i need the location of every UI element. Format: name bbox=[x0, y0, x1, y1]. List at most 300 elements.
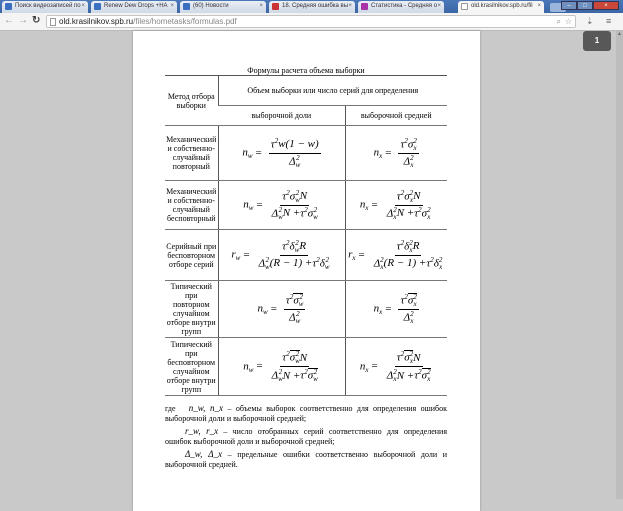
tab-favicon-icon bbox=[183, 3, 190, 10]
minimize-button[interactable]: – bbox=[561, 1, 577, 10]
math-base: τ bbox=[396, 351, 401, 364]
math-symbol bbox=[374, 302, 383, 316]
math-symbol bbox=[422, 368, 431, 383]
window-controls bbox=[561, 1, 619, 10]
math-sup: 2 bbox=[278, 205, 283, 214]
math-symbol bbox=[231, 248, 240, 262]
share-formula bbox=[242, 138, 320, 169]
math-symbol bbox=[414, 369, 421, 383]
math-scripts bbox=[365, 360, 368, 374]
math-sup: 2 bbox=[313, 205, 318, 214]
math-scripts bbox=[413, 294, 417, 308]
note-line bbox=[165, 403, 447, 424]
math-sup: 2 bbox=[438, 255, 443, 264]
numerator bbox=[395, 190, 423, 206]
menu-icon[interactable]: ≡ bbox=[606, 16, 612, 26]
equals-sign: = bbox=[255, 146, 262, 159]
note-line bbox=[165, 426, 447, 447]
math-base: n bbox=[373, 302, 380, 315]
share-formula-cell bbox=[218, 338, 345, 396]
math-sup: 2 bbox=[418, 368, 422, 376]
math-scripts bbox=[249, 198, 254, 212]
share-formula-cell bbox=[218, 230, 345, 281]
math-base: Δ bbox=[403, 311, 411, 324]
math-sub: x bbox=[393, 375, 397, 383]
math-sup: 2 bbox=[404, 293, 408, 301]
math-base: σ bbox=[407, 294, 414, 307]
tab-favicon-icon bbox=[5, 3, 12, 10]
share-formula bbox=[243, 350, 320, 383]
math-symbol bbox=[404, 350, 413, 365]
close-tab-icon[interactable]: × bbox=[81, 3, 85, 9]
method-cell: Типический при бесповторном случайном отборе внутри групп bbox=[165, 338, 218, 396]
math-base: n bbox=[243, 198, 249, 211]
tab-video-search[interactable]: Поиск видеозаписей по × bbox=[2, 1, 88, 13]
math-scripts bbox=[296, 311, 301, 325]
math-scripts bbox=[410, 155, 414, 169]
share-formula-cell bbox=[218, 181, 345, 230]
math-symbol bbox=[300, 369, 307, 383]
denominator bbox=[257, 256, 332, 271]
math-symbol bbox=[387, 207, 397, 221]
method-cell: Механический и собственно-случайный повторный bbox=[165, 126, 218, 181]
maximize-button[interactable]: □ bbox=[577, 1, 593, 10]
reload-icon[interactable]: ↻ bbox=[32, 15, 41, 26]
math-symbol bbox=[282, 240, 289, 254]
tab-news[interactable]: (60) Новости × bbox=[180, 1, 266, 13]
math-sup: 2 bbox=[278, 368, 283, 376]
math-symbol bbox=[308, 207, 318, 221]
math-scripts bbox=[313, 369, 318, 383]
numerator bbox=[269, 138, 321, 154]
math-sub: x bbox=[410, 317, 414, 325]
math-sup: 2 bbox=[404, 136, 408, 145]
fraction bbox=[398, 138, 418, 169]
denominator bbox=[385, 206, 433, 221]
table-row bbox=[165, 230, 447, 281]
math-sup: 2 bbox=[296, 153, 300, 162]
mean-formula bbox=[348, 240, 444, 271]
scroll-up-icon[interactable]: ▲ bbox=[617, 31, 622, 37]
math-sup: 2 bbox=[325, 255, 329, 264]
notes bbox=[165, 403, 447, 472]
note-line bbox=[165, 449, 447, 470]
math-sub: x bbox=[379, 152, 383, 160]
browser-toolbar bbox=[0, 13, 623, 31]
math-base: δ bbox=[319, 257, 325, 270]
math-scripts bbox=[299, 294, 304, 308]
equals-sign: = bbox=[371, 360, 378, 372]
math-symbol bbox=[422, 207, 431, 221]
math-base: r bbox=[348, 248, 353, 261]
math-base: τ bbox=[300, 369, 305, 382]
header-group: Объем выборки или число серий для определения bbox=[218, 76, 447, 106]
math-scripts bbox=[352, 248, 355, 262]
math-scripts bbox=[313, 207, 318, 221]
denominator bbox=[385, 367, 433, 383]
math-symbol bbox=[259, 257, 270, 271]
math-base: τ bbox=[312, 257, 317, 270]
math-sub: w bbox=[313, 375, 318, 383]
math-sub: w bbox=[313, 212, 318, 221]
math-sup: 2 bbox=[299, 293, 303, 301]
math-base: δ bbox=[433, 257, 439, 270]
mean-formula bbox=[374, 138, 419, 169]
math-base: σ bbox=[421, 207, 428, 220]
math-scripts bbox=[296, 155, 301, 169]
math-base: Δ bbox=[386, 207, 394, 220]
math-text: N + bbox=[282, 369, 301, 382]
math-sup: 2 bbox=[295, 188, 300, 197]
math-sup: 2 bbox=[304, 368, 308, 376]
math-symbol bbox=[426, 257, 433, 271]
math-base: Δ bbox=[289, 311, 296, 324]
fraction bbox=[270, 190, 320, 221]
math-sup: 2 bbox=[413, 293, 417, 301]
math-sup: 2 bbox=[295, 238, 299, 247]
math-symbol bbox=[348, 248, 355, 262]
math-scripts bbox=[236, 248, 241, 262]
math-base: τ bbox=[400, 138, 405, 151]
close-tab-icon[interactable]: × bbox=[348, 3, 352, 9]
pdf-page bbox=[133, 31, 480, 511]
math-symbol bbox=[397, 351, 404, 365]
math-base: Δ bbox=[258, 257, 266, 270]
math-text: R bbox=[299, 240, 307, 253]
math-base: σ bbox=[307, 207, 314, 220]
math-symbol bbox=[434, 257, 443, 271]
denominator bbox=[270, 367, 320, 383]
math-sup: 2 bbox=[286, 238, 290, 247]
table-row bbox=[165, 181, 447, 230]
math-base: σ bbox=[289, 190, 296, 203]
equals-sign: = bbox=[256, 198, 263, 211]
math-scripts bbox=[410, 311, 414, 325]
tab-formulas-pdf[interactable]: old.krasilnikov.spb.ru/fil × bbox=[458, 1, 544, 13]
note-text: – объемы выборок соответственно для определения ошибок выборочной доли и выборочной средней; bbox=[165, 404, 448, 423]
math-symbol bbox=[397, 240, 404, 254]
fraction bbox=[385, 350, 433, 383]
share-formula bbox=[231, 240, 331, 271]
note-lead: где bbox=[165, 404, 176, 413]
math-sub: x bbox=[409, 245, 413, 254]
math-text: (R − 1) + bbox=[383, 257, 427, 270]
math-symbol bbox=[408, 293, 417, 308]
tab-favicon-icon bbox=[94, 3, 101, 10]
math-base: τ bbox=[396, 190, 401, 203]
math-symbol bbox=[243, 198, 253, 212]
math-symbol bbox=[300, 207, 307, 221]
math-sub: w bbox=[294, 245, 300, 254]
math-sup: 2 bbox=[410, 310, 414, 318]
numerator bbox=[280, 350, 309, 367]
numerator bbox=[398, 138, 418, 154]
fraction bbox=[372, 240, 445, 271]
math-scripts bbox=[365, 198, 368, 212]
math-sup: 2 bbox=[393, 368, 397, 376]
math-base: τ bbox=[396, 240, 401, 253]
math-symbol bbox=[289, 155, 300, 169]
numerator bbox=[398, 293, 418, 310]
equals-sign: = bbox=[358, 248, 365, 261]
math-symbol bbox=[312, 257, 319, 271]
math-scripts bbox=[413, 138, 417, 152]
math-symbol bbox=[374, 257, 384, 271]
math-text: N + bbox=[396, 369, 415, 382]
note-text: – число отобранных серий соответственно для определения ошибок выборочной доли и выборочной средней; bbox=[165, 427, 447, 446]
method-cell: Типический при повторном случайном отборе внутри групп bbox=[165, 281, 218, 338]
math-text: N bbox=[413, 351, 421, 364]
math-base: σ bbox=[289, 351, 296, 364]
math-sub: w bbox=[265, 262, 270, 271]
math-symbol bbox=[387, 369, 397, 383]
equals-sign: = bbox=[256, 360, 263, 372]
math-symbol bbox=[272, 369, 283, 383]
math-sup: 2 bbox=[427, 205, 431, 214]
math-symbol bbox=[293, 293, 303, 308]
math-symbol bbox=[404, 190, 413, 204]
math-base: Δ bbox=[373, 257, 381, 270]
fraction bbox=[269, 138, 321, 169]
math-scripts bbox=[263, 302, 268, 316]
math-sub: w bbox=[247, 152, 253, 160]
bookmark-star-icon[interactable]: ☆ bbox=[564, 17, 572, 26]
math-symbol bbox=[271, 138, 278, 152]
math-sup: 2 bbox=[304, 205, 308, 214]
math-base: δ bbox=[404, 240, 410, 253]
math-base: σ bbox=[407, 138, 414, 151]
math-scripts bbox=[249, 360, 254, 374]
math-symbol bbox=[243, 360, 253, 374]
math-sub: x bbox=[379, 308, 383, 316]
math-sub: w bbox=[278, 212, 283, 221]
math-sup: 2 bbox=[400, 188, 405, 197]
numerator bbox=[280, 240, 308, 256]
math-symbol bbox=[374, 146, 383, 160]
math-base: n bbox=[359, 198, 366, 211]
math-base: σ bbox=[307, 369, 314, 382]
zoom-icon[interactable]: ⌕ bbox=[556, 17, 561, 26]
equals-sign: = bbox=[243, 248, 250, 261]
share-formula-cell bbox=[218, 126, 345, 181]
math-sup: 2 bbox=[410, 153, 414, 162]
math-scripts bbox=[248, 146, 253, 160]
math-text: N bbox=[413, 190, 421, 203]
method-cell: Механический и собственно-случайный бесповторный bbox=[165, 181, 218, 230]
math-sup: 2 bbox=[295, 350, 300, 358]
math-sup: 2 bbox=[286, 188, 290, 197]
tab-statistics[interactable]: Статистика - Средняя о × bbox=[358, 1, 444, 13]
mean-formula bbox=[360, 350, 433, 383]
extension-icon[interactable]: ⇣ bbox=[586, 16, 594, 26]
math-symbol bbox=[290, 190, 300, 204]
close-tab-icon[interactable]: × bbox=[170, 3, 174, 9]
close-tab-icon[interactable]: × bbox=[259, 3, 263, 9]
math-sub: x bbox=[352, 254, 356, 262]
page-icon bbox=[50, 18, 56, 26]
math-scripts bbox=[427, 369, 431, 383]
fraction bbox=[398, 293, 418, 325]
math-sup: 2 bbox=[316, 255, 320, 264]
math-sub: w bbox=[295, 357, 300, 365]
math-sup: 2 bbox=[400, 350, 405, 358]
fraction bbox=[257, 240, 332, 271]
math-symbol bbox=[258, 302, 268, 316]
back-icon[interactable]: ← bbox=[4, 15, 14, 26]
math-scripts bbox=[379, 146, 382, 160]
vertical-scrollbar[interactable] bbox=[616, 31, 623, 499]
table-row bbox=[165, 281, 447, 338]
header-mean: выборочной средней bbox=[345, 106, 447, 126]
note-symbols: r_w, r_x bbox=[185, 426, 219, 436]
math-sup: 2 bbox=[289, 293, 294, 301]
equals-sign: = bbox=[385, 146, 392, 159]
denominator bbox=[287, 154, 302, 169]
math-sub: w bbox=[295, 160, 301, 169]
math-sub: x bbox=[365, 365, 369, 374]
math-base: n bbox=[257, 302, 264, 315]
math-base: τ bbox=[285, 294, 290, 307]
math-text: N bbox=[299, 190, 308, 203]
math-symbol bbox=[397, 190, 404, 204]
math-base: n bbox=[242, 146, 248, 159]
numerator bbox=[284, 293, 306, 310]
mean-formula-cell bbox=[345, 181, 447, 230]
tab-average-error[interactable]: 18. Средняя ошибка вы × bbox=[269, 1, 355, 13]
math-symbol bbox=[290, 240, 300, 254]
math-sub: w bbox=[248, 204, 254, 212]
math-symbol bbox=[404, 155, 414, 169]
denominator bbox=[402, 154, 416, 169]
math-base: n bbox=[373, 146, 380, 159]
math-sup: 2 bbox=[409, 238, 413, 247]
table-row bbox=[165, 126, 447, 181]
math-symbol bbox=[400, 138, 407, 152]
close-tab-icon[interactable]: × bbox=[437, 3, 441, 9]
math-base: τ bbox=[414, 207, 419, 220]
math-symbol bbox=[404, 311, 414, 325]
tab-renew[interactable]: Renew Dew Drops +НА × bbox=[91, 1, 177, 13]
math-base: σ bbox=[404, 351, 410, 364]
math-sup: 2 bbox=[265, 255, 270, 264]
math-symbol bbox=[282, 351, 289, 365]
address-bar[interactable]: old.krasilnikov.spb.ru/files/hometasks/formulas.pdf ⌕ ☆ bbox=[46, 15, 576, 28]
math-symbol bbox=[414, 207, 421, 221]
note-symbols: Δ_w, Δ_x bbox=[185, 449, 223, 459]
math-sup: 2 bbox=[409, 188, 414, 197]
math-base: Δ bbox=[289, 155, 296, 168]
math-base: τ bbox=[400, 294, 405, 307]
fraction bbox=[284, 293, 306, 325]
note-symbols: n_w, n_x bbox=[188, 403, 224, 413]
math-text: (R − 1) + bbox=[269, 257, 313, 270]
share-formula-cell bbox=[218, 281, 345, 338]
math-symbol bbox=[360, 198, 369, 212]
tab-favicon-icon bbox=[461, 3, 468, 10]
math-sup: 2 bbox=[400, 238, 405, 247]
math-base: τ bbox=[282, 240, 287, 253]
method-cell: Серийный при бесповторном отборе серий bbox=[165, 230, 218, 281]
math-sub: x bbox=[427, 375, 431, 383]
math-base: Δ bbox=[271, 207, 279, 220]
math-sup: 2 bbox=[313, 368, 318, 376]
math-sub: x bbox=[380, 262, 384, 271]
math-base: τ bbox=[282, 190, 287, 203]
header-method: Метод отбора выборки bbox=[165, 76, 218, 126]
mean-formula-cell bbox=[345, 338, 447, 396]
tab-favicon-icon bbox=[361, 3, 368, 10]
close-window-button[interactable]: × bbox=[593, 1, 619, 10]
math-sup: 2 bbox=[274, 136, 279, 145]
math-base: n bbox=[243, 360, 249, 373]
fraction bbox=[270, 350, 320, 383]
math-sub: w bbox=[248, 365, 254, 374]
math-text: N + bbox=[396, 207, 415, 220]
math-sub: x bbox=[413, 300, 417, 308]
math-sub: x bbox=[409, 195, 413, 204]
math-sup: 2 bbox=[427, 368, 431, 376]
math-base: Δ bbox=[386, 369, 394, 382]
fraction bbox=[385, 190, 433, 221]
math-sup: 2 bbox=[418, 205, 422, 214]
math-base: n bbox=[359, 360, 366, 373]
math-base: δ bbox=[289, 240, 295, 253]
math-sub: x bbox=[409, 357, 413, 365]
math-sup: 2 bbox=[430, 255, 434, 264]
math-base: τ bbox=[270, 138, 275, 151]
table-row bbox=[165, 338, 447, 396]
tab-strip bbox=[0, 0, 623, 13]
forward-icon[interactable]: → bbox=[18, 15, 28, 26]
formulas-table bbox=[165, 75, 447, 396]
math-sub: w bbox=[324, 262, 330, 271]
math-base: σ bbox=[421, 369, 428, 382]
math-scripts bbox=[427, 207, 431, 221]
math-sup: 2 bbox=[393, 205, 397, 214]
math-sup: 2 bbox=[413, 136, 417, 145]
math-text: w(1 − w) bbox=[278, 138, 319, 151]
math-symbol bbox=[272, 207, 283, 221]
math-sub: w bbox=[263, 308, 268, 316]
denominator bbox=[402, 310, 416, 325]
table-title: Формулы расчета объема выборки bbox=[247, 66, 365, 75]
equals-sign: = bbox=[270, 302, 277, 315]
math-symbol bbox=[320, 257, 330, 271]
math-symbol bbox=[290, 350, 300, 365]
denominator bbox=[372, 256, 445, 271]
math-symbol bbox=[400, 294, 407, 308]
mean-formula bbox=[360, 190, 433, 221]
math-sub: w bbox=[295, 195, 300, 204]
math-sub: x bbox=[439, 262, 443, 271]
denominator bbox=[287, 310, 302, 325]
math-symbol bbox=[360, 360, 369, 374]
mean-formula-cell bbox=[345, 126, 447, 181]
close-tab-icon[interactable]: × bbox=[537, 3, 541, 9]
math-base: τ bbox=[426, 257, 431, 270]
equals-sign: = bbox=[371, 198, 378, 211]
math-symbol bbox=[286, 294, 293, 308]
math-symbol bbox=[308, 368, 318, 383]
math-sub: w bbox=[295, 317, 301, 325]
math-base: τ bbox=[414, 369, 419, 382]
mean-formula-cell bbox=[345, 230, 447, 281]
math-sub: w bbox=[235, 254, 241, 262]
numerator bbox=[395, 240, 422, 256]
math-base: r bbox=[231, 248, 236, 261]
math-sup: 2 bbox=[286, 350, 290, 358]
math-base: σ bbox=[404, 190, 410, 203]
